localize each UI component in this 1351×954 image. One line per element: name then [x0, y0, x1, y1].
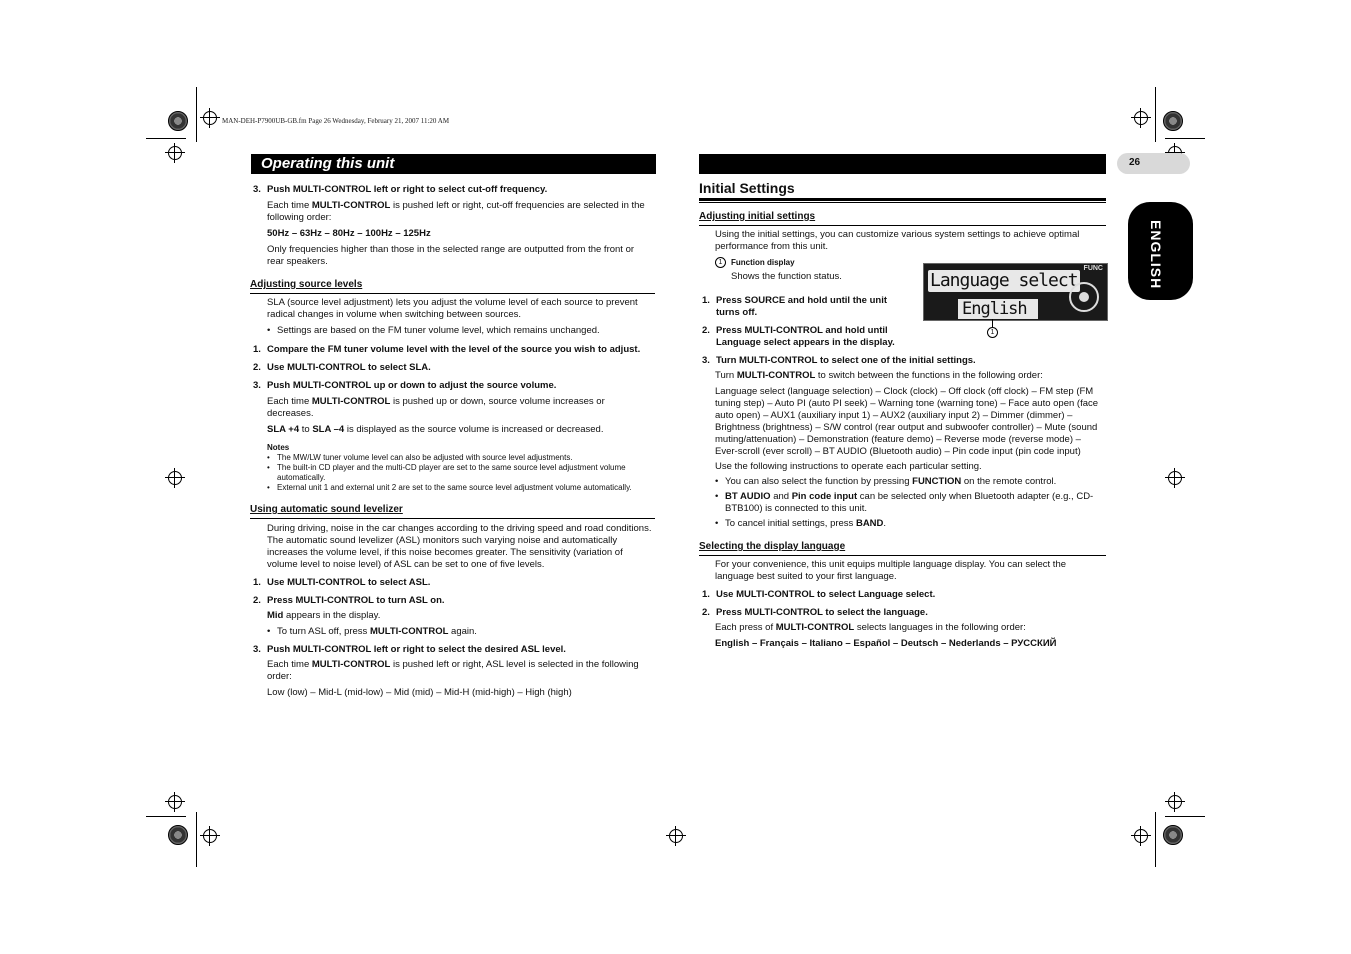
page-number-badge	[1117, 153, 1190, 174]
registration-mark-icon	[1168, 795, 1182, 809]
asl-step3: 3. Push MULTI-CONTROL left or right to select the desired ASL level.	[253, 644, 566, 655]
sla-range: SLA +4 to SLA –4 is displayed as the source volume is increased or decreased.	[267, 424, 604, 435]
settings-order-list: Language select (language selection) – Clock (clock) – Off clock (off clock) – FM step (FM tuning step) – Auto PI (auto PI seek) – Warning tone (warning tone) – Face auto open (face auto open) – AUX1 (auxiliary input 1) – AUX2 (auxiliary input 2) – Dimmer (dimmer) – Brightness (brightness) – S/W control (rear output and subwoofer controller) – Mute (sound muting/attenuation) – Demonstration (feature demo) – Reverse mode (reverse mode) – Ever-scroll (ever scroll) – BT AUDIO (Bluetooth audio) – Pin code input (pin code input)	[715, 386, 1099, 457]
initial-step2: 2. Press MULTI-CONTROL and hold until Language select appears in the display.	[702, 325, 895, 348]
lcd-top-line: Language select	[928, 270, 1080, 292]
section-header-bar-right	[699, 154, 1106, 174]
freq-note: Only frequencies higher than those in the selected range are outputted from the front or rear speakers.	[267, 244, 635, 267]
registration-mark-icon	[168, 795, 182, 809]
sla-bullet: • Settings are based on the FM tuner volume level, which remains unchanged.	[277, 325, 653, 337]
language-tab-label: ENGLISH	[1148, 220, 1164, 290]
left-column	[250, 184, 653, 699]
language-tab	[1128, 202, 1193, 300]
subheading-asl: Using automatic sound levelizer	[250, 504, 403, 515]
sla-step2: 2. Use MULTI-CONTROL to select SLA.	[253, 362, 431, 373]
sla-desc2: Each time MULTI-CONTROL is pushed up or down, source volume increases or decreases.	[267, 396, 605, 419]
registration-star-icon	[168, 111, 188, 131]
registration-star-icon	[1163, 111, 1183, 131]
lang-order: English – Français – Italiano – Español – Deutsch – Nederlands – РУССКИЙ	[715, 638, 1057, 649]
initial-step1: 1. Press SOURCE and hold until the unit turns off.	[702, 295, 888, 318]
use-following: Use the following instructions to operate each particular setting.	[715, 461, 982, 472]
registration-mark-icon	[1134, 829, 1148, 843]
asl-step2: 2. Press MULTI-CONTROL to turn ASL on.	[253, 595, 445, 606]
initial-bullet3: • To cancel initial settings, press BAND.	[725, 518, 1104, 530]
func-display-label: Function display	[731, 258, 795, 267]
registration-mark-icon	[1134, 111, 1148, 125]
file-header: MAN-DEH-P7900UB-GB.fm Page 26 Wednesday, February 21, 2007 11:20 AM	[222, 117, 450, 125]
asl-step1: 1. Use MULTI-CONTROL to select ASL.	[253, 577, 431, 588]
notes-block	[267, 443, 653, 493]
sla-step1: 1. Compare the FM tuner volume level with the level of the source you wish to adjust.	[253, 344, 641, 355]
registration-mark-icon	[168, 146, 182, 160]
initial-step3: 3. Turn MULTI-CONTROL to select one of the initial settings.	[702, 355, 976, 366]
sla-step3: 3. Push MULTI-CONTROL up or down to adjust the source volume.	[253, 380, 557, 391]
lang-step2: 2. Press MULTI-CONTROL to select the language.	[702, 607, 928, 618]
lang-step1: 1. Use MULTI-CONTROL to select Language select.	[702, 589, 936, 600]
asl-desc: During driving, noise in the car changes according to the driving speed and road conditions. The automatic sound levelizer (ASL) monitors such varying noise and automatically increases the volume level, if this noise becomes greater. The sensitivity (variation of volume level to noise level) of ASL can be set to one of five levels.	[267, 523, 652, 570]
freq-order: 50Hz – 63Hz – 80Hz – 100Hz – 125Hz	[267, 228, 431, 239]
lcd-bottom-line: English	[958, 299, 1038, 319]
asl-order: Low (low) – Mid-L (mid-low) – Mid (mid) – Mid-H (mid-high) – High (high)	[267, 687, 572, 698]
asl-desc2: Each time MULTI-CONTROL is pushed left or right, ASL level is selected in the following order:	[267, 659, 639, 682]
lang-desc2: Each press of MULTI-CONTROL selects languages in the following order:	[715, 622, 1026, 633]
section-header-title: Operating this unit	[261, 155, 395, 172]
lcd-callout-number: 1	[987, 327, 998, 338]
turn-desc: Turn MULTI-CONTROL to switch between the functions in the following order:	[715, 370, 1043, 381]
cutoff-desc: Each time MULTI-CONTROL is pushed left or right, cut-off frequencies are selected in the following order:	[267, 200, 645, 223]
lang-desc: For your convenience, this unit equips multiple language display. You can select the language best suited to your first language.	[715, 559, 1067, 582]
right-column	[699, 182, 1104, 650]
registration-mark-icon	[203, 111, 217, 125]
adj-desc: Using the initial settings, you can customize various system settings to achieve optimal performance from this unit.	[715, 229, 1080, 252]
section-header-bar	[251, 154, 656, 174]
note-item: • The MW/LW tuner volume level can also be adjusted with source level adjustments.	[267, 453, 653, 463]
registration-mark-icon	[168, 471, 182, 485]
func-display-desc: Shows the function status.	[731, 271, 842, 282]
callout-number: 1	[715, 257, 726, 268]
initial-bullet1: • You can also select the function by pressing FUNCTION on the remote control.	[725, 476, 1104, 488]
asl-mid: Mid appears in the display.	[267, 610, 381, 621]
registration-star-icon	[1163, 825, 1183, 845]
note-item: • External unit 1 and external unit 2 are set to the same source level adjustment volume automatically.	[267, 483, 653, 493]
multi-control-icon	[1069, 282, 1099, 312]
registration-mark-icon	[1168, 471, 1182, 485]
registration-star-icon	[168, 825, 188, 845]
sla-desc: SLA (source level adjustment) lets you adjust the volume level of each source to prevent radical changes in volume when switching between sources.	[267, 297, 638, 320]
subheading-adjusting-initial: Adjusting initial settings	[699, 211, 816, 222]
page-title: Initial Settings	[699, 180, 795, 196]
registration-mark-icon	[669, 829, 683, 843]
function-display-illustration	[923, 263, 1108, 321]
subheading-source-levels: Adjusting source levels	[250, 279, 363, 290]
notes-title: Notes	[267, 443, 290, 452]
note-item: • The built-in CD player and the multi-CD player are set to the same source level adjustment volume automatically.	[267, 463, 653, 483]
lcd-func-label: FUNC	[1083, 265, 1103, 272]
step-cutoff: 3. Push MULTI-CONTROL left or right to select cut-off frequency.	[253, 184, 548, 195]
page-number: 26	[1129, 157, 1141, 168]
initial-bullet2: • BT AUDIO and Pin code input can be selected only when Bluetooth adapter (e.g., CD-BTB100) is connected to this unit.	[725, 491, 1104, 515]
registration-mark-icon	[203, 829, 217, 843]
subheading-display-language: Selecting the display language	[699, 541, 846, 552]
asl-off: • To turn ASL off, press MULTI-CONTROL again.	[277, 626, 653, 638]
